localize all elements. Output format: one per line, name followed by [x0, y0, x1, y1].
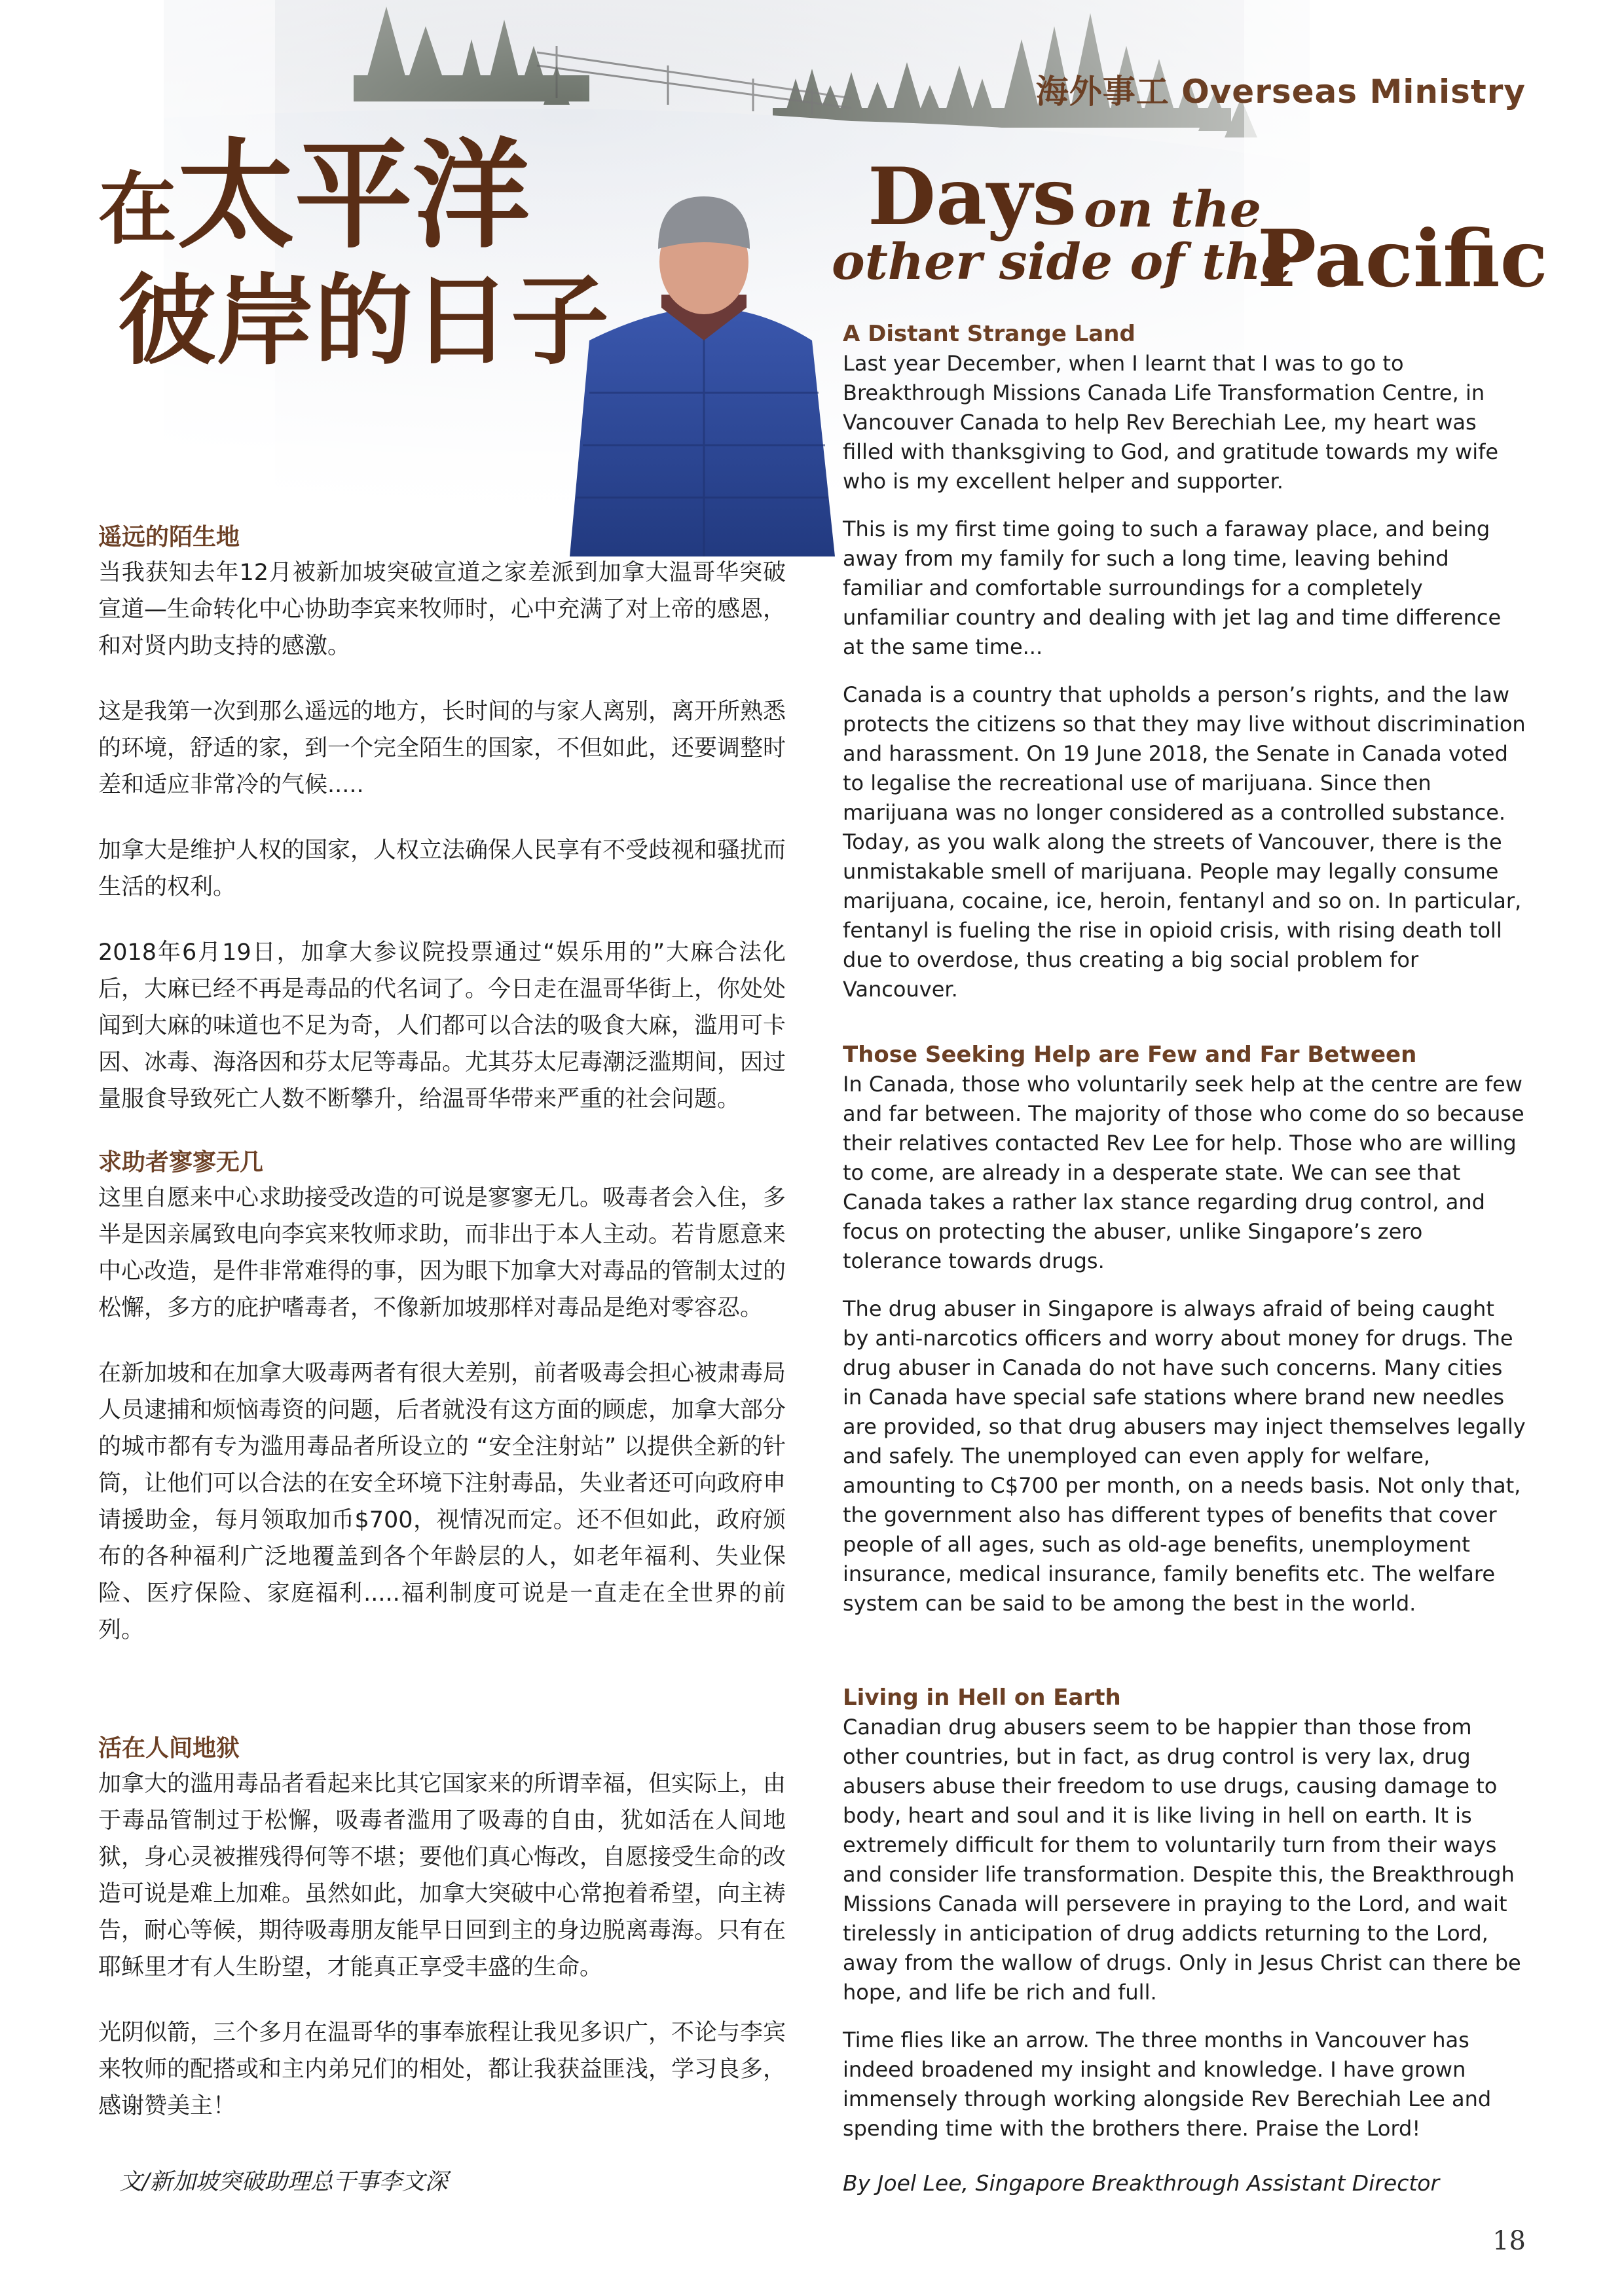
zh-paragraph: 加拿大的滥用毒品者看起来比其它国家来的所谓幸福，但实际上，由于毒品管制过于松懈，吸毒者滥用了吸毒的自由，犹如活在人间地狱，身心灵被摧残得何等不堪；要他们真心悔改，自愿接受生命的改造可说是难上加难。虽然如此，加拿大突破中心常抱着希望，向主祷告，耐心等候，期待吸毒朋友能早日回到主的身边脱离毒海。只有在耶稣里才有人生盼望，才能真正享受丰盛的生命。 [98, 1771, 786, 1980]
zh-paragraph: 这里自愿来中心求助接受改造的可说是寥寥无几。吸毒者会入住，多半是因亲属致电向李宾来牧师求助，而非出于本人主动。若肯愿意来中心改造，是件非常难得的事，因为眼下加拿大对毒品的管制太过的松懈，多方的庇护嗜毒者，不像新加坡那样对毒品是绝对零容忍。 [98, 1185, 786, 1321]
zh-paragraph: 光阴似箭，三个多月在温哥华的事奉旅程让我见多识广，不论与李宾来牧师的配搭或和主内弟兄们的相处，都让我获益匪浅，学习良多，感谢赞美主！ [98, 2020, 786, 2119]
zh-section-few-seekers [98, 1146, 786, 1677]
en-paragraph: Time flies like an arrow. The three months in Vancouver has indeed broadened my insight and knowledge. I have grown immensely through working alongside Rev Berechiah Lee and spending time with the brothers there. Praise the Lord! [843, 2028, 1492, 2141]
title-en-on-the: on the [1084, 180, 1262, 238]
en-section-hell-on-earth [843, 1683, 1526, 2162]
en-paragraph: Canadian drug abusers seem to be happier than those from other countries, but in fact, as drug control is very lax, drug abusers abuse their freedom to use drugs, causing damage to body, heart and soul and it is like living in hell on earth. It is extremely difficult for them to voluntarily turn from their ways and consider life transformation. Despite this, the Breakthrough Missions Canada will persevere in praying to the Lord, and wait tirelessly in anticipation of drug addicts returning to the Lord, away from the wallow of drugs. Only in Jesus Christ can there be hope, and life be rich and full. [843, 1715, 1521, 2005]
title-en-pacific: Pacific [1257, 213, 1548, 305]
zh-paragraph: 在新加坡和在加拿大吸毒两者有很大差别，前者吸毒会担心被肃毒局人员逮捕和烦恼毒资的问题，后者就没有这方面的顾虑，加拿大部分的城市都有专为滥用毒品者所设立的 “安全注射站” 以提供全新的针筒，让他们可以合法的在安全环境下注射毒品，失业者还可向政府申请援助金，每月领取加币$700，视情况而定。还不但如此，政府颁布的各种福利广泛地覆盖到各个年龄层的人，如老年福利、失业保险、医疗保险、家庭福利.....福利制度可说是一直走在全世界的前列。 [98, 1360, 786, 1643]
en-section-few-seekers [843, 1040, 1526, 1637]
zh-paragraph: 加拿大是维护人权的国家，人权立法确保人民享有不受歧视和骚扰而生活的权利。 [98, 837, 786, 900]
page-number: 18 [1492, 2226, 1526, 2256]
en-heading: Living in Hell on Earth [843, 1685, 1121, 1711]
en-section-distant-land [843, 319, 1526, 1023]
title-zh-main: 太平洋 [177, 126, 531, 264]
chinese-title [98, 126, 610, 378]
zh-paragraph: 这是我第一次到那么遥远的地方，长时间的与家人离别，离开所熟悉的环境，舒适的家，到一个完全陌生的国家，不但如此，还要调整时差和适应非常冷的气候..... [98, 699, 786, 798]
title-en-days: Days [868, 151, 1077, 243]
en-paragraph: Canada is a country that upholds a person’s rights, and the law protects the citizens so that they may live without discrimination and harassment. On 19 June 2018, the Senate in Canada voted to legalise the recreational use of marijuana. Since then marijuana was no longer considered as a controlled substance. Today, as you walk along the streets of Vancouver, there is the unmistakable smell of marijuana. People may legally consume marijuana, cocaine, ice, heroin, fentanyl and so on. In particular, fentanyl is fueling the rise in opioid crisis, with rising death toll due to overdose, thus creating a big social problem for Vancouver. [843, 682, 1526, 1002]
title-en-other-side: other side of the [832, 232, 1293, 291]
byline-english: By Joel Lee, Singapore Breakthrough Assistant Director [843, 2170, 1440, 2196]
en-paragraph: Last year December, when I learnt that I was to go to Breakthrough Missions Canada Life Transformation Centre, in Vancouver Canada to help Rev Berechiah Lee, my heart was filled with thanksgiving to God, and gratitude towards my wife who is my excellent helper and supporter. [843, 351, 1499, 494]
zh-paragraph: 当我获知去年12月被新加坡突破宣道之家差派到加拿大温哥华突破宣道—生命转化中心协助李宾来牧师时，心中充满了对上帝的感恩，和对贤内助支持的感激。 [98, 560, 786, 659]
zh-section-distant-land [98, 520, 786, 1146]
en-heading: Those Seeking Help are Few and Far Between [843, 1042, 1417, 1068]
title-zh-line2: 彼岸的日子 [118, 263, 610, 378]
byline-chinese: 文/新加坡突破助理总干事李文深 [119, 2169, 448, 2195]
zh-section-hell-on-earth [98, 1732, 786, 2153]
zh-heading: 活在人间地狱 [98, 1735, 240, 1762]
section-label: 海外事工 Overseas Ministry [1035, 73, 1526, 111]
title-zh-prefix: 在 [98, 163, 177, 255]
en-paragraph: The drug abuser in Singapore is always afraid of being caught by anti-narcotics officers and worry about money for drugs. The drug abuser in Canada do not have such concerns. Many cities in Canada have special safe stations where brand new needles are provided, so that drug abusers may inject themselves legally and safely. The unemployed can even apply for welfare, amounting to C$700 per month, on a needs basis. Not only that, the government also has different types of benefits that cover people of all ages, such as old-age benefits, unemployment insurance, medical insurance, family benefits etc. The welfare system can be said to be among the best in the world. [843, 1296, 1526, 1616]
en-paragraph: This is my first time going to such a faraway place, and being away from my family for such a long time, leaving behind familiar and comfortable surroundings for a completely unfamiliar country and dealing with jet lag and time difference at the same time... [843, 517, 1502, 659]
en-heading: A Distant Strange Land [843, 321, 1135, 347]
en-paragraph: In Canada, those who voluntarily seek help at the centre are few and far between. The majority of those who come do so because their relatives contacted Rev Lee for help. Those who are willing to come, are already in a desperate state. We can see that Canada takes a rather lax stance regarding drug control, and focus on protecting the abuser, unlike Singapore’s zero tolerance towards drugs. [843, 1072, 1524, 1273]
zh-paragraph: 2018年6月19日，加拿大参议院投票通过“娱乐用的”大麻合法化后，大麻已经不再是毒品的代名词了。今日走在温哥华街上，你处处闻到大麻的味道也不足为奇，人们都可以合法的吸食大麻，滥用可卡因、冰毒、海洛因和芬太尼等毒品。尤其芬太尼毒潮泛滥期间，因过量服食导致死亡人数不断攀升，给温哥华带来严重的社会问题。 [98, 939, 786, 1112]
zh-heading: 求助者寥寥无几 [98, 1149, 264, 1176]
zh-heading: 遥远的陌生地 [98, 524, 240, 551]
